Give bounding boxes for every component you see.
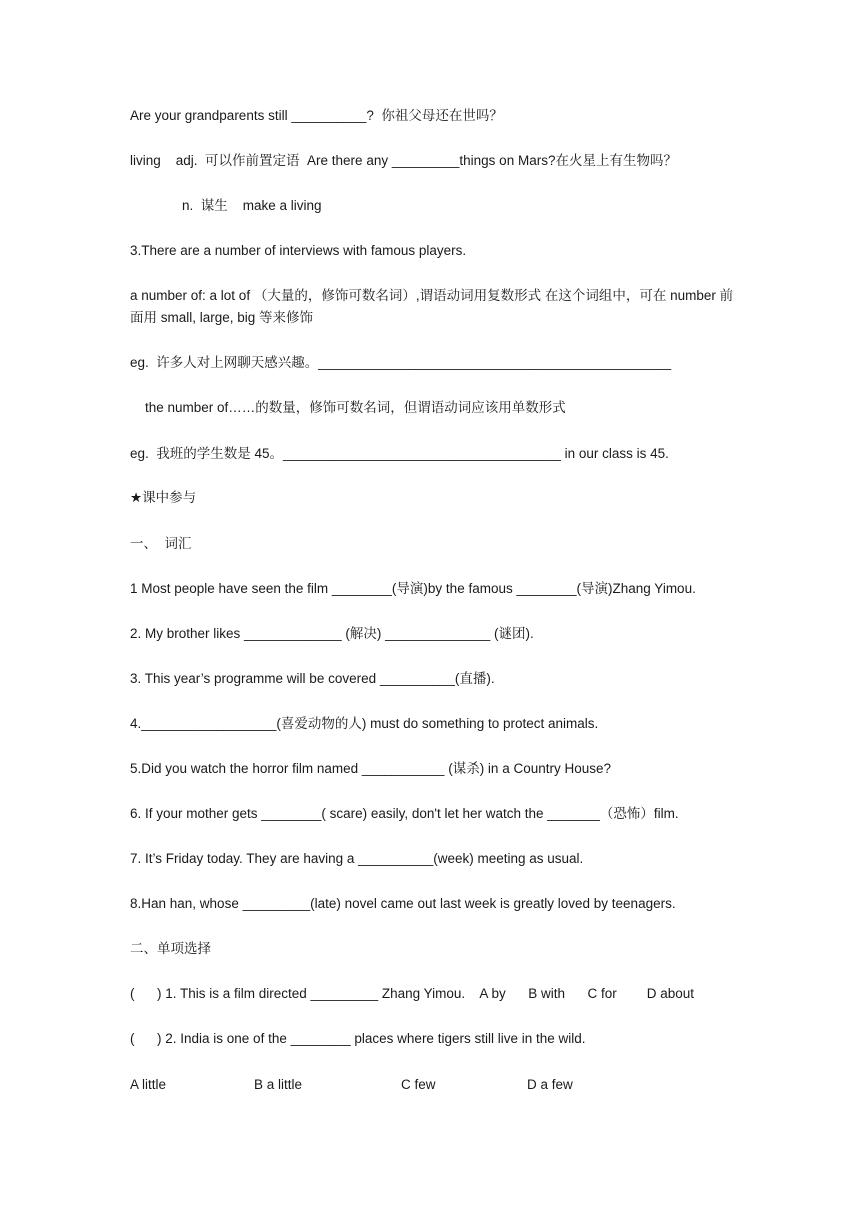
option-c: C few	[401, 1077, 436, 1092]
exercise-item: 6. If your mother gets ________( scare) easily, don't let her watch the _______（恐怖）film.	[130, 806, 679, 821]
option-b: B a little	[254, 1077, 303, 1092]
text-line: living adj. 可以作前置定语 Are there any _________things on Mars?在火星上有生物吗？	[130, 153, 677, 168]
exercise-item: 8.Han han, whose _________(late) novel came out last week is greatly loved by teenagers.	[130, 896, 676, 911]
section-heading: 一、 词汇	[130, 536, 192, 551]
exercise-item: 1 Most people have seen the film ________(导演)by the famous ________(导演)Zhang Yimou.	[130, 581, 696, 596]
text-line: eg. 许多人对上网聊天感兴趣。_______________________________________________	[130, 355, 672, 370]
exercise-item: 4.__________________(喜爱动物的人) must do something to protect animals.	[130, 716, 599, 731]
exercise-item: 2. My brother likes _____________ (解决) ______________ (谜团).	[130, 626, 534, 641]
text-line: 3.There are a number of interviews with famous players.	[130, 243, 467, 258]
text-paragraph: a number of: a lot of （大量的，修饰可数名词）,谓语动词用复数形式 在这个词组中，可在 number 前面用 small, large, big 等来修饰	[130, 288, 734, 325]
section-heading: 二、单项选择	[130, 941, 211, 956]
option-d: D a few	[527, 1077, 573, 1092]
text-line: eg. 我班的学生数是 45。_____________________________________ in our class is 45.	[130, 446, 669, 461]
text-line: Are your grandparents still __________? 你祖父母还在世吗？	[130, 108, 503, 123]
exercise-item: 3. This year’s programme will be covered __________(直播).	[130, 671, 495, 686]
section-heading: ★课中参与	[130, 490, 197, 505]
question-item: ( ) 1. This is a film directed _________ Zhang Yimou. A by B with C for D about	[130, 986, 695, 1001]
exercise-item: 5.Did you watch the horror film named ___________ (谋杀) in a Country House?	[130, 761, 612, 776]
option-a: A little	[130, 1077, 167, 1092]
question-item: ( ) 2. India is one of the ________ places where tigers still live in the wild.	[130, 1031, 586, 1046]
text-line: n. 谋生 make a living	[182, 198, 322, 213]
text-line: the number of……的数量，修饰可数名词，但谓语动词应该用单数形式	[145, 400, 566, 415]
exercise-item: 7. It’s Friday today. They are having a __________(week) meeting as usual.	[130, 851, 584, 866]
